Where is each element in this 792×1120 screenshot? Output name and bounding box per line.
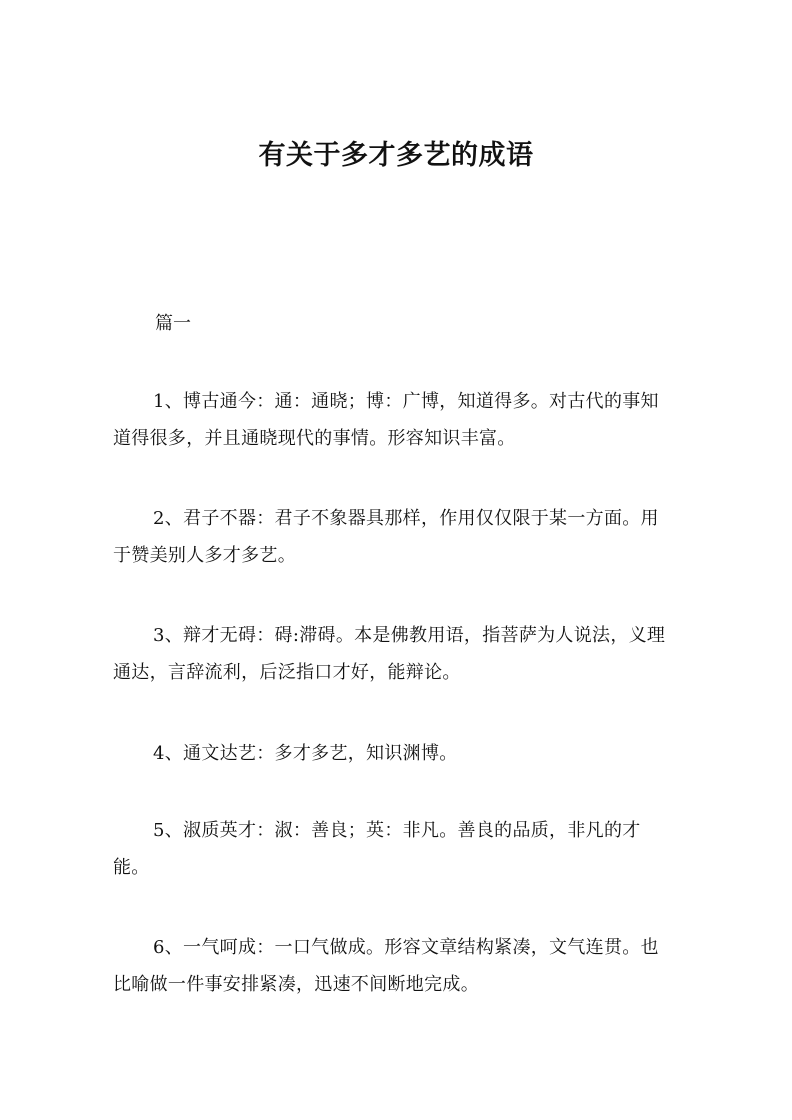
idiom-entry-6: 6、一气呵成：一口气做成。形容文章结构紧凑，文气连贯。也比喻做一件事安排紧凑，迅速不间断地完成。 [113,937,659,995]
page-title: 有关于多才多艺的成语 [258,140,534,171]
idiom-entry-5: 5、淑质英才：淑：善良；英：非凡。善良的品质，非凡的才能。 [113,820,641,878]
idiom-entry-2: 2、君子不器：君子不象器具那样，作用仅仅限于某一方面。用于赞美别人多才多艺。 [113,508,659,566]
section-label: 篇一 [155,313,191,334]
idiom-entry-1: 1、博古通今：通：通晓；博：广博，知道得多。对古代的事知道得很多，并且通晓现代的事情。形容知识丰富。 [113,391,659,449]
idiom-entry-4: 4、通文达艺：多才多艺，知识渊博。 [153,743,458,764]
idiom-entry-3: 3、辩才无碍：碍:滞碍。本是佛教用语，指菩萨为人说法，义理通达，言辞流利，后泛指口才好，能辩论。 [113,625,666,683]
